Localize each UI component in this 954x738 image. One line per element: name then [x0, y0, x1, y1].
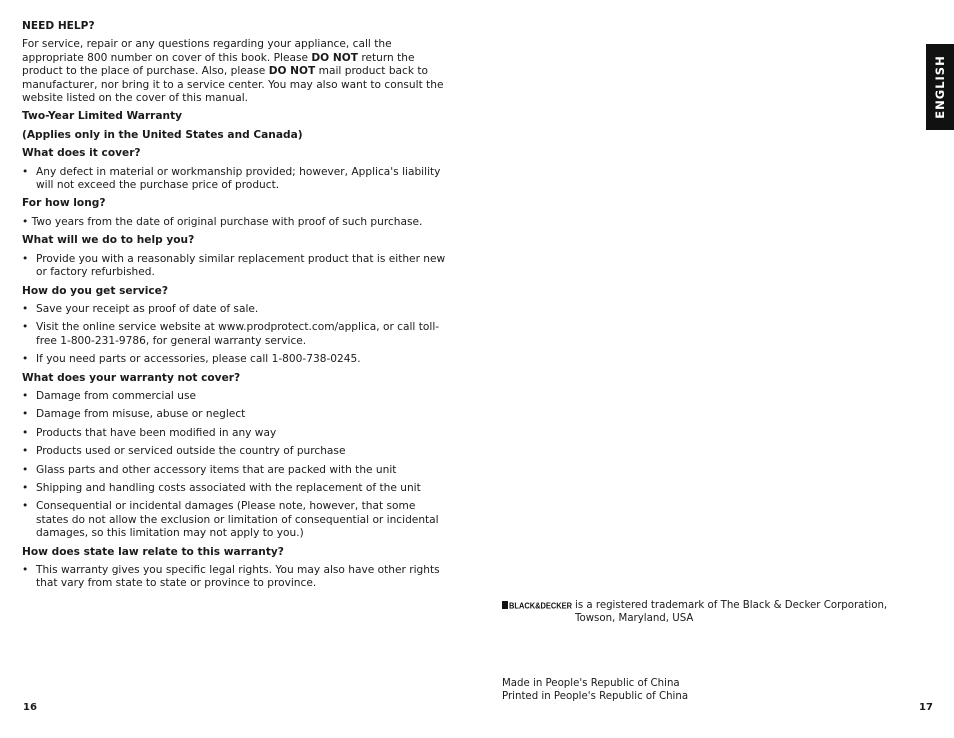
bullet-marker: •	[22, 426, 29, 439]
need-help-heading: NEED HELP?	[22, 20, 95, 32]
help-heading: What will we do to help you?	[22, 234, 195, 247]
list-item	[22, 464, 450, 477]
bullet-marker: •	[22, 321, 29, 334]
list-item-text: Products that have been modified in any way	[36, 426, 277, 439]
list-item	[22, 390, 450, 403]
state-law-heading: How does state law relate to this warranty?	[22, 545, 284, 558]
bullet-marker: •	[22, 165, 29, 178]
bullet-marker: •	[22, 500, 29, 513]
list-item-text: Save your receipt as proof of date of sale.	[36, 302, 259, 315]
list-item	[22, 500, 450, 540]
how-long-heading: For how long?	[22, 197, 106, 210]
list-item-text: Any defect in material or workmanship provided; however, Applica's liability will not exceed the purchase price of product.	[36, 165, 441, 192]
bullet-marker: •	[22, 445, 29, 458]
bullet-marker: •	[22, 302, 29, 315]
made-in-block	[502, 678, 688, 703]
list-item	[22, 564, 450, 591]
list-item	[22, 166, 450, 193]
not-cover-heading: What does your warranty not cover?	[22, 371, 241, 384]
need-help-bold-1: DO NOT	[311, 51, 358, 64]
printed-in-line: Printed in People's Republic of China	[502, 690, 689, 702]
list-item	[22, 408, 450, 421]
list-item-text: Damage from commercial use	[36, 389, 196, 402]
page-number-right: 17	[919, 702, 933, 713]
bullet-marker: •	[22, 252, 29, 265]
language-tab	[926, 44, 954, 130]
list-item-text: This warranty gives you specific legal rights. You may also have other rights that vary from state to state or province to province.	[36, 564, 440, 590]
help-list	[22, 253, 450, 280]
warranty-applies: (Applies only in the United States and Canada)	[22, 128, 303, 141]
service-list	[22, 303, 450, 367]
list-item-text: Provide you with a reasonably similar replacement product that is either new or factory refurbished.	[36, 252, 446, 279]
list-item-text: If you need parts or accessories, please call 1-800-738-0245.	[36, 353, 361, 366]
need-help-paragraph	[22, 38, 450, 105]
warranty-title: Two-Year Limited Warranty	[22, 110, 183, 123]
list-item-text: Glass parts and other accessory items that are packed with the unit	[36, 463, 397, 476]
list-item	[22, 321, 450, 348]
list-item-text: Products used or serviced outside the country of purchase	[36, 445, 346, 458]
bullet-marker: •	[22, 389, 29, 402]
list-item-text: Damage from misuse, abuse or neglect	[36, 408, 246, 421]
service-heading: How do you get service?	[22, 284, 168, 297]
need-help-text-3: mail product back to manufacturer, nor bring it to a service center. You may also want to consult the website listed on the cover of this manual.	[22, 65, 444, 105]
list-item	[22, 445, 450, 458]
need-help-bold-2: DO NOT	[268, 65, 316, 78]
bullet-marker: •	[22, 481, 29, 494]
list-item	[22, 427, 450, 440]
bullet-marker: •	[22, 463, 29, 476]
list-item	[22, 303, 450, 316]
list-item-text: Shipping and handling costs associated with the replacement of the unit	[36, 481, 421, 494]
made-in-line: Made in People's Republic of China	[502, 678, 680, 689]
cover-list	[22, 166, 450, 193]
logo-wordmark: BLACK&DECKER	[509, 600, 573, 611]
black-and-decker-logo	[502, 600, 572, 610]
warranty-column	[22, 20, 450, 596]
cover-heading: What does it cover?	[22, 147, 141, 160]
trademark-block	[502, 600, 902, 625]
language-tab-label: ENGLISH	[933, 55, 947, 119]
list-item	[22, 482, 450, 495]
trademark-line-2: Towson, Maryland, USA	[575, 612, 694, 624]
bullet-marker: •	[22, 353, 29, 366]
list-item	[22, 253, 450, 280]
trademark-line-1: is a registered trademark of The Black & Decker Corporation,	[575, 600, 888, 611]
list-item-text: Consequential or incidental damages (Please note, however, that some states do not allow the exclusion or limitation of consequential or incidental damages, so this limitation may not apply to you.)	[36, 500, 439, 540]
bullet-marker: •	[22, 564, 29, 576]
page-number-left: 16	[23, 702, 37, 713]
need-help-text-1: For service, repair or any questions regarding your appliance, call the appropriate 800 number on cover of this book. Please	[22, 38, 392, 64]
list-item-text: Visit the online service website at www.prodprotect.com/applica, or call toll-free 1-800-231-9786, for general warranty service.	[36, 321, 440, 347]
how-long-text: • Two years from the date of original purchase with proof of such purchase.	[22, 215, 423, 228]
bullet-marker: •	[22, 408, 29, 421]
list-item	[22, 353, 450, 366]
state-law-list	[22, 564, 450, 591]
need-help-text-2: return the product to the place of purchase. Also, please	[22, 51, 415, 78]
not-cover-list	[22, 390, 450, 541]
